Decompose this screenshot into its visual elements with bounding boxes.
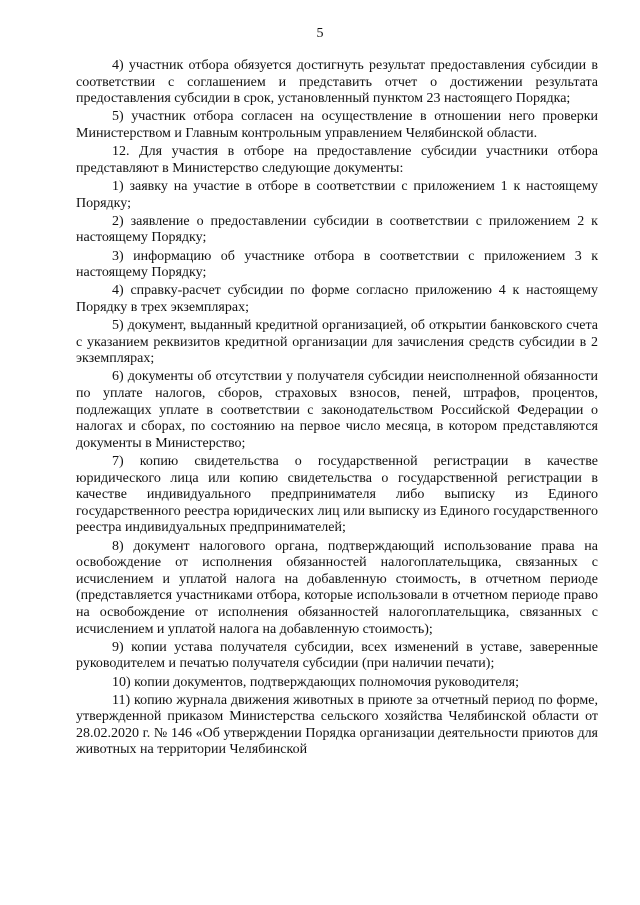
paragraph-item-4-obligation: 4) участник отбора обязуется достигнуть результат предоставления субсидии в соответствии с соглашением и представить отчет о достижении результата предоставления субсидии в срок, установленный пунктом 23 настоящего Порядка;: [76, 58, 598, 107]
paragraph-doc-3-info: 3) информацию об участнике отбора в соответствии с приложением 3 к настоящему Порядку;: [76, 248, 598, 281]
paragraph-doc-6-tax-debt: 6) документы об отсутствии у получателя субсидии неисполненной обязанности по уплате налогов, сборов, страховых взносов, пеней, штрафов, процентов, подлежащих уплате в соответствии с законодательством Российской Федерации о налогах и сборах, по состоянию на первое число месяца, в котором представляются документы в Министерство;: [76, 369, 598, 451]
paragraph-doc-7-registration: 7) копию свидетельства о государственной регистрации в качестве юридического лица или копию свидетельства о государственной регистрации в качестве индивидуального предпринимателя либо выписку из Единого государственного реестра юридических лиц или выписку из Единого государственного реестра индивидуальных предпринимателей;: [76, 454, 598, 536]
paragraph-doc-4-calculation: 4) справку-расчет субсидии по форме согласно приложению 4 к настоящему Порядку в трех экземплярах;: [76, 283, 598, 315]
paragraph-doc-10-authority: 10) копии документов, подтверждающих полномочия руководителя;: [112, 674, 519, 690]
document-body: [76, 58, 598, 761]
paragraph-doc-11-journal: 11) копию журнала движения животных в приюте за отчетный период по форме, утвержденной приказом Министерства сельского хозяйства Челябинской области от 28.02.2020 г. № 146 «Об утверждении Порядка организации деятельности приютов для животных на территории Челябинской: [76, 692, 598, 758]
paragraph-doc-1-application: 1) заявку на участие в отборе в соответствии с приложением 1 к настоящему Порядку;: [76, 178, 598, 211]
paragraph-clause-12: 12. Для участия в отборе на предоставление субсидии участники отбора представляют в Министерство следующие документы:: [76, 144, 598, 176]
paragraph-doc-2-statement: 2) заявление о предоставлении субсидии в соответствии с приложением 2 к настоящему Порядку;: [76, 213, 598, 246]
page-number: 5: [316, 26, 324, 41]
paragraph-doc-9-charter: 9) копии устава получателя субсидии, всех изменений в уставе, заверенные руководителем и печатью получателя субсидии (при наличии печати);: [76, 639, 598, 672]
paragraph-item-5-consent: 5) участник отбора согласен на осуществление в отношении него проверки Министерством и Главным контрольным управлением Челябинской области.: [76, 109, 598, 141]
paragraph-doc-8-tax-exemption: 8) документ налогового органа, подтверждающий использование права на освобождение от исполнения обязанностей налогоплательщика, связанных с исчислением и уплатой налога на добавленную стоимость, в отчетном периоде (представляется участниками отбора, которые использовали в отчетном периоде право на освобождение от исполнения обязанностей налогоплательщика, связанных с исчислением и уплатой налога на добавленную стоимость);: [76, 538, 598, 637]
paragraph-doc-5-bank-document: 5) документ, выданный кредитной организацией, об открытии банковского счета с указанием реквизитов кредитной организации для зачисления средств субсидии в 2 экземплярах;: [76, 318, 598, 367]
